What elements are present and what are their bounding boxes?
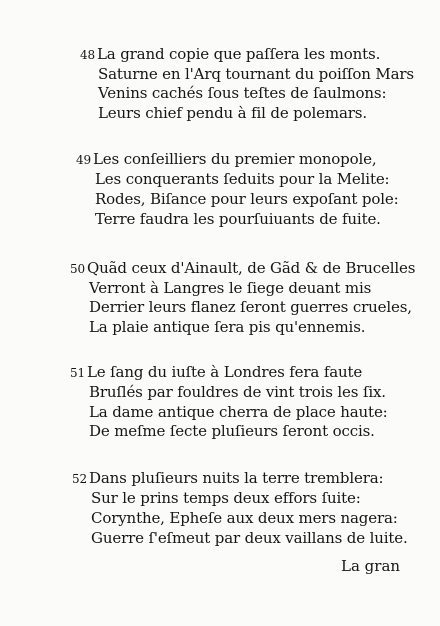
quatrain-number: 52	[72, 472, 87, 486]
verse-line: Saturne en l'Arq tournant du poiſſon Mars	[98, 65, 414, 83]
verse-line: Les conquerants ſeduits pour la Melite:	[95, 170, 390, 188]
verse-line: Terre faudra les pourſuiuants de fuite.	[95, 210, 381, 228]
verse-line: Verront à Langres le ſiege deuant mis	[89, 279, 372, 297]
verse-line: Bruſlés par fouldres de vint trois les ſix.	[89, 383, 386, 401]
quatrain-number: 48	[80, 48, 95, 62]
verse-line: Corynthe, Epheſe aux deux mers nagera:	[91, 509, 398, 527]
quatrain-50-line-1	[70, 259, 415, 278]
quatrain-51-line-1	[70, 363, 362, 382]
quatrain-number: 50	[70, 262, 85, 276]
catchword: La gran	[341, 557, 401, 575]
verse-line: Dans pluſieurs nuits la terre tremblera:	[88, 469, 384, 487]
verse-line: Quãd ceux d'Ainault, de Gãd & de Brucelles	[86, 259, 416, 277]
quatrain-52-line-1	[72, 469, 383, 488]
verse-line: Venins cachés ſous teſtes de ſaulmons:	[98, 84, 387, 102]
verse-line: Leurs chief pendu à fil de polemars.	[98, 104, 367, 122]
verse-line: Sur le prins temps deux effors ſuite:	[91, 489, 361, 507]
verse-line: La grand copie que paſſera les monts.	[96, 45, 381, 63]
quatrain-48-line-1	[80, 45, 380, 64]
verse-line: Le ſang du iuſte à Londres fera faute	[86, 363, 363, 381]
quatrain-49-line-1	[76, 150, 377, 169]
verse-line: La plaie antique ſera pis qu'ennemis.	[89, 318, 366, 336]
verse-line: Rodes, Biſance pour leurs expoſant pole:	[95, 190, 399, 208]
verse-line: Guerre ſ'eſmeut par deux vaillans de luite.	[91, 529, 408, 547]
verse-line: Les conſeilliers du premier monopole,	[92, 150, 377, 168]
verse-line: La dame antique cherra de place haute:	[89, 403, 388, 421]
quatrain-number: 51	[70, 366, 85, 380]
verse-line: Derrier leurs flanez ſeront guerres crueles,	[89, 298, 412, 316]
verse-line: De meſme ſecte pluſieurs ſeront occis.	[89, 422, 375, 440]
quatrain-number: 49	[76, 153, 91, 167]
